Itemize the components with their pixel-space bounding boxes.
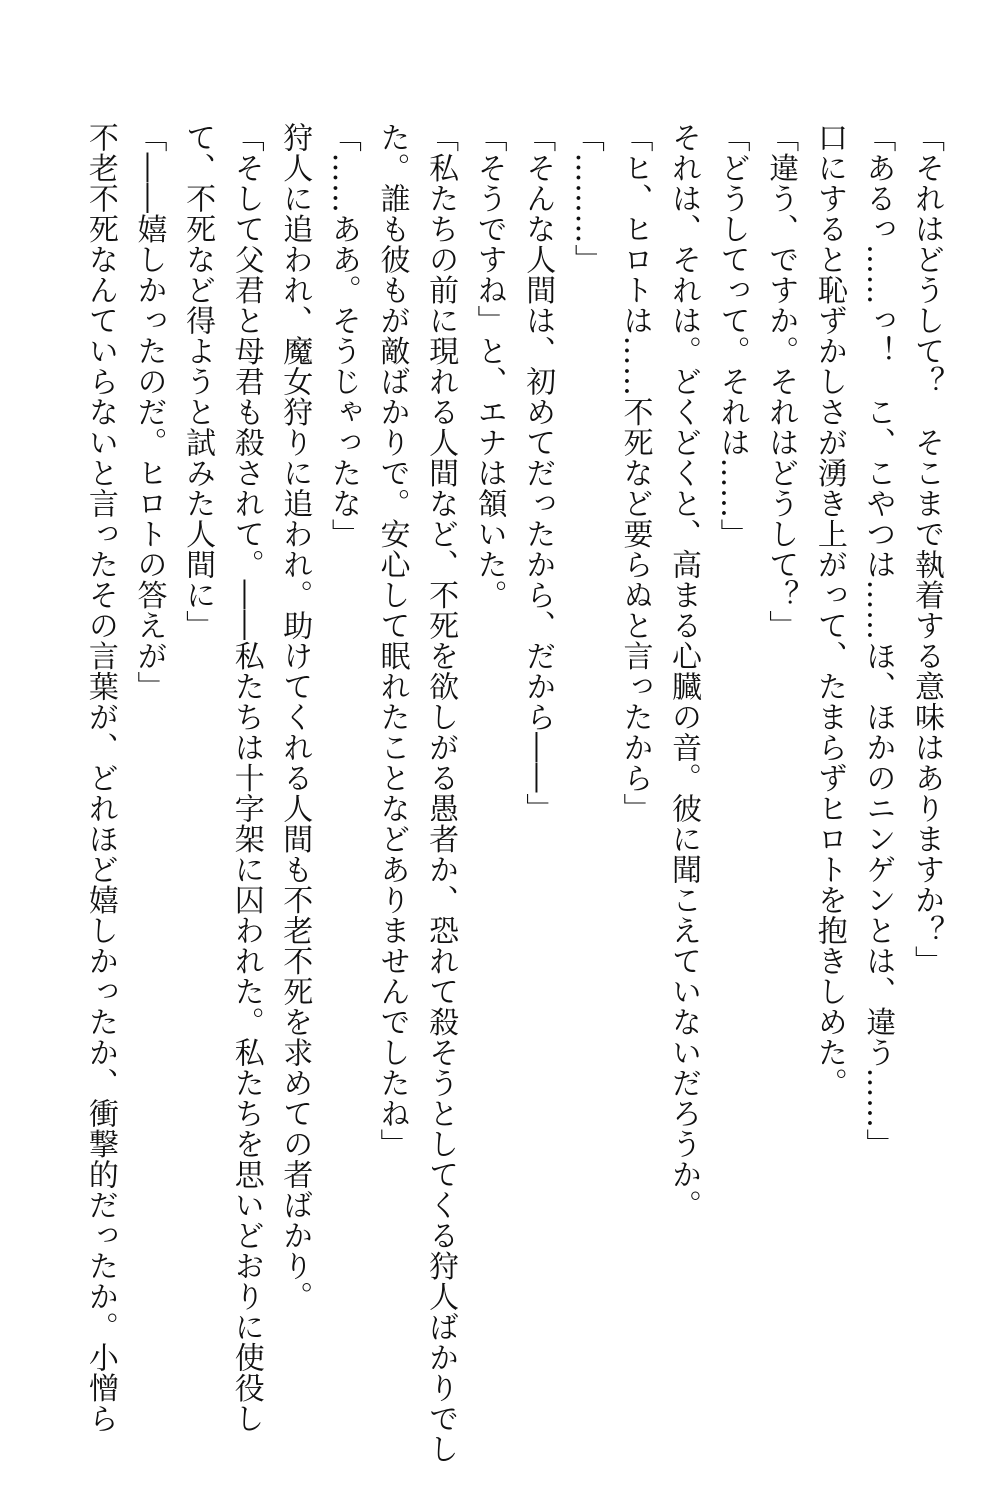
- text-line: 「どうしてって。それは……」: [714, 122, 750, 549]
- text-line: 「あるっ……っ！ こ、こやつは……ほ、ほかのニンゲンとは、違う……」: [860, 122, 896, 1159]
- text-line: 「違う、ですか。それはどうして？」: [763, 122, 799, 641]
- text-line: 不老不死なんていらないと言ったその言葉が、どれほど嬉しかったか、衝撃的だったか。小憎ら: [82, 122, 118, 1434]
- text-line: 「私たちの前に現れる人間など、不死を欲しがる愚者か、恐れて殺そうとしてくる狩人ばかりでし: [423, 122, 459, 1464]
- text-line: 「ヒ、ヒロトは……不死など要らぬと言ったから」: [617, 122, 653, 824]
- vertical-text-block: [75, 122, 950, 1464]
- text-line: 「そんな人間は、初めてだったから、だから――」: [520, 122, 556, 824]
- text-line: 「それはどうして？ そこまで執着する意味はありますか？」: [909, 122, 944, 976]
- text-line: た。誰も彼もが敵ばかりで。安心して眠れたことなどありませんでしたね」: [374, 122, 410, 1159]
- text-line: 口にすると恥ずかしさが湧き上がって、たまらずヒロトを抱きしめた。: [811, 122, 847, 1098]
- text-line: て、不死など得ようと試みた人間に」: [180, 122, 216, 641]
- text-line: 「――嬉しかったのだ。ヒロトの答えが」: [131, 122, 167, 702]
- text-line: 「………」: [568, 122, 604, 275]
- text-line: 「……ああ。そうじゃったな」: [325, 122, 361, 549]
- text-line: 狩人に追われ、魔女狩りに追われ。助けてくれる人間も不老不死を求めての者ばかり。: [277, 122, 313, 1312]
- text-line: 「そして父君と母君も殺されて。――私たちは十字架に囚われた。私たちを思いどおりに使役し: [228, 122, 264, 1434]
- text-line: それは、それは。どくどくと、高まる心臓の音。彼に聞こえていないだろうか。: [666, 122, 702, 1220]
- text-line: 「そうですね」と、エナは頷いた。: [471, 122, 507, 610]
